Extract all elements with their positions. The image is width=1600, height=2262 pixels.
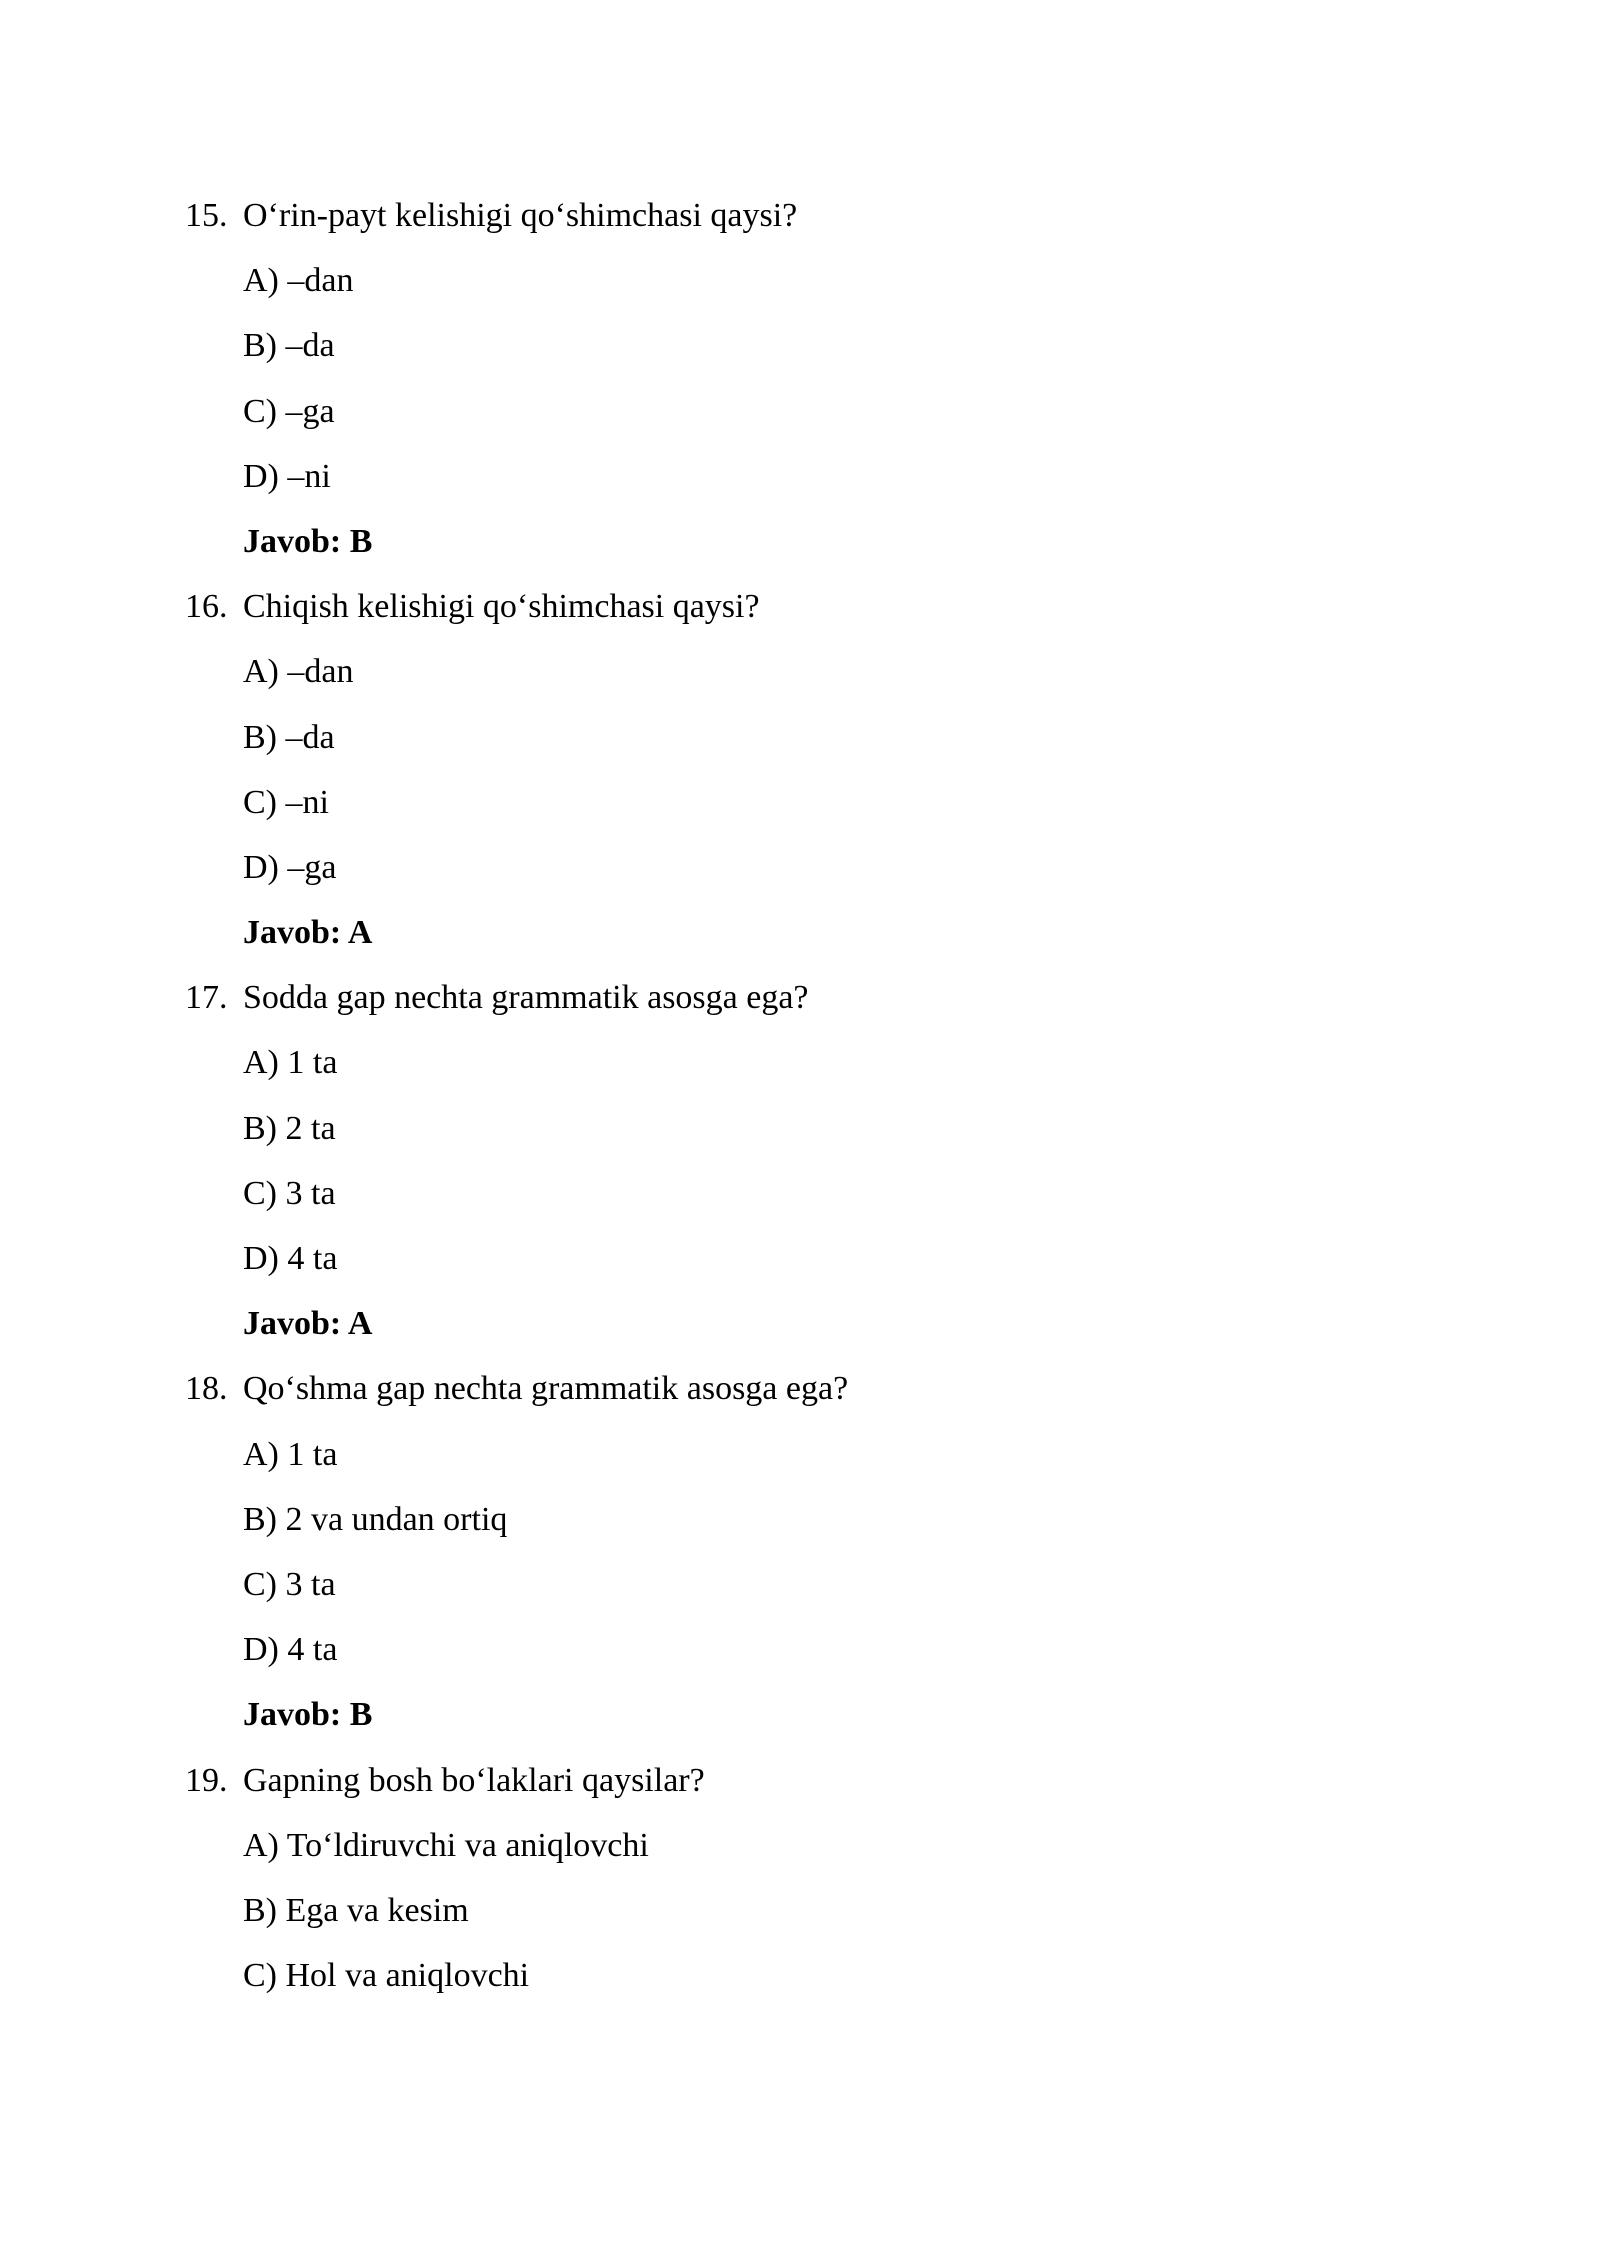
question-text: Gapning bosh bo‘laklari qaysilar? <box>243 1761 705 1799</box>
option-a: A) 1 ta <box>243 1435 338 1473</box>
option-a: A) –dan <box>243 262 354 300</box>
option-b: B) 2 ta <box>243 1109 336 1147</box>
option-c: C) 3 ta <box>243 1174 336 1212</box>
question-text: Sodda gap nechta grammatik asosga ega? <box>243 979 809 1017</box>
option-a: A) 1 ta <box>243 1044 338 1082</box>
question-number: 17. <box>185 979 228 1017</box>
question-list <box>185 190 1485 2015</box>
option-b: B) Ega va kesim <box>243 1891 469 1929</box>
question-text: Qo‘shma gap nechta grammatik asosga ega? <box>243 1370 849 1408</box>
option-d: D) –ni <box>243 457 331 495</box>
option-d: D) –ga <box>243 848 337 886</box>
answer-line: Javob: A <box>243 1305 373 1343</box>
option-b: B) –da <box>243 327 335 365</box>
option-c: C) –ga <box>243 392 335 430</box>
option-c: C) –ni <box>243 783 329 821</box>
question-number: 18. <box>185 1370 228 1408</box>
option-c: C) Hol va aniqlovchi <box>243 1957 530 1995</box>
option-d: D) 4 ta <box>243 1631 338 1669</box>
question-number: 15. <box>185 197 228 234</box>
question-number: 16. <box>185 588 228 626</box>
option-b: B) –da <box>243 718 335 756</box>
option-c: C) 3 ta <box>243 1565 336 1603</box>
answer-line: Javob: B <box>243 522 373 560</box>
question-text: O‘rin-payt kelishigi qo‘shimchasi qaysi? <box>243 197 798 234</box>
option-a: A) To‘ldiruvchi va aniqlovchi <box>243 1826 649 1864</box>
answer-line: Javob: B <box>243 1696 373 1734</box>
option-b: B) 2 va undan ortiq <box>243 1500 508 1538</box>
option-a: A) –dan <box>243 653 354 691</box>
question-15 <box>185 190 1485 255</box>
answer-line: Javob: A <box>243 914 373 952</box>
question-17 <box>185 972 1485 1037</box>
question-19 <box>185 1755 1485 1820</box>
question-18 <box>185 1363 1485 1428</box>
option-d: D) 4 ta <box>243 1240 338 1277</box>
question-16 <box>185 581 1485 646</box>
question-text: Chiqish kelishigi qo‘shimchasi qaysi? <box>243 588 760 626</box>
question-number: 19. <box>185 1761 228 1799</box>
